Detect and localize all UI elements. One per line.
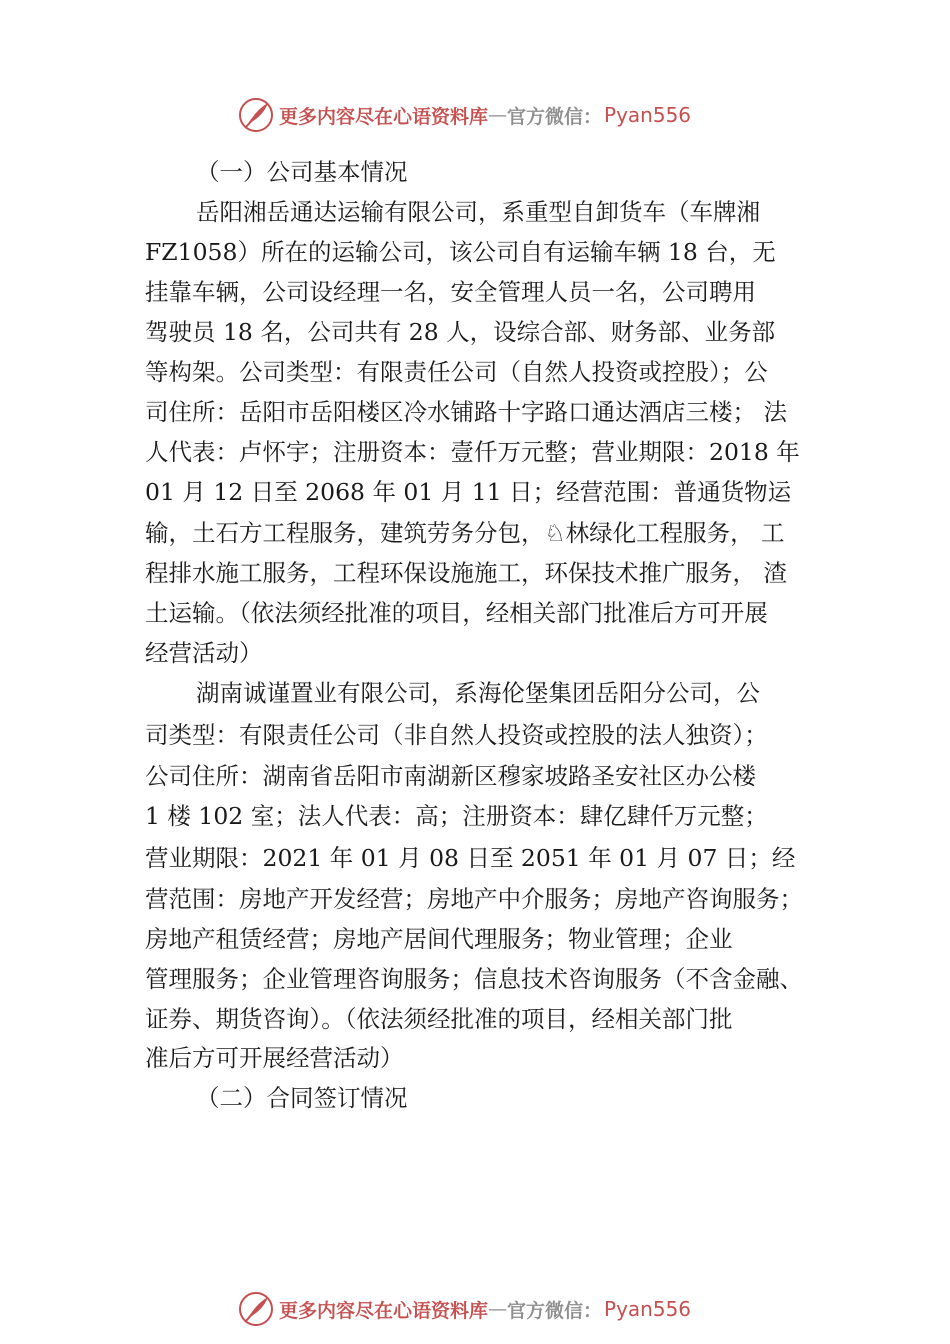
banner-separator: — [488, 1298, 508, 1320]
paragraph-line: 1 楼 102 室；法人代表：高；注册资本：肆亿肆仟万元整； [145, 802, 768, 830]
banner-wechat-label: 官方微信： [507, 1299, 603, 1322]
paragraph-line: 营业期限：2021 年 01 月 08 日至 2051 年 01 月 07 日；经 [145, 844, 796, 872]
paragraph-line: 程排水施工服务，工程环保设施施工，环保技术推广服务， 渣 [145, 559, 787, 587]
paragraph-line: 司类型：有限责任公司（非自然人投资或控股的法人独资）； [145, 721, 768, 749]
banner-wechat-id: Pyan556 [604, 103, 692, 127]
banner-main-text: 更多内容尽在心语资料库 [279, 105, 489, 128]
paragraph-line: FZ1058）所在的运输公司，该公司自有运输车辆 18 台，无 [145, 238, 776, 266]
paragraph-line: 证券、期货咨询）。（依法须经批准的项目，经相关部门批 [145, 1005, 733, 1033]
section-heading-1: （一）公司基本情况 [196, 158, 408, 186]
paragraph-line: 公司住所：湖南省岳阳市南湖新区穆家坡路圣安社区办公楼 [145, 762, 756, 790]
paragraph-line: 准后方可开展经营活动） [145, 1044, 404, 1072]
paragraph-line: 等构架。公司类型：有限责任公司（自然人投资或控股）；公 [145, 358, 768, 386]
paragraph-line: 湖南诚谨置业有限公司，系海伦堡集团岳阳分公司，公 [196, 679, 760, 707]
paragraph-line: 岳阳湘岳通达运输有限公司，系重型自卸货车（车牌湘 [196, 198, 760, 226]
banner-separator: — [488, 104, 508, 126]
paragraph-line: 挂靠车辆，公司设经理一名，安全管理人员一名，公司聘用 [145, 278, 756, 306]
paragraph-line: 营范围：房地产开发经营；房地产中介服务；房地产咨询服务； [145, 885, 803, 913]
paragraph-line: 房地产租赁经营；房地产居间代理服务；物业管理；企业 [145, 925, 733, 953]
paragraph-line: 驾驶员 18 名，公司共有 28 人，设综合部、财务部、业务部 [145, 318, 776, 346]
banner-wechat-label: 官方微信： [507, 105, 603, 128]
paragraph-line: 司住所：岳阳市岳阳楼区冷水铺路十字路口通达酒店三楼； 法 [145, 398, 787, 426]
banner-wechat-id: Pyan556 [604, 1297, 692, 1321]
feather-logo-icon [237, 96, 275, 134]
paragraph-line: 管理服务；企业管理咨询服务；信息技术咨询服务（不含金融、 [145, 965, 803, 993]
header-banner [237, 95, 691, 135]
banner-main-text: 更多内容尽在心语资料库 [279, 1299, 489, 1322]
paragraph-line: 输，土石方工程服务，建筑劳务分包，♘林绿化工程服务， 工 [145, 519, 785, 547]
paragraph-line: 人代表：卢怀宇；注册资本：壹仟万元整；营业期限：2018 年 [145, 438, 800, 466]
feather-logo-icon [237, 1290, 275, 1328]
paragraph-line: 土运输。（依法须经批准的项目，经相关部门批准后方可开展 [145, 599, 768, 627]
paragraph-line: 01 月 12 日至 2068 年 01 月 11 日；经营范围：普通货物运 [145, 478, 792, 506]
paragraph-line: 经营活动） [145, 639, 263, 667]
section-heading-2: （二）合同签订情况 [196, 1084, 408, 1112]
footer-banner [237, 1289, 691, 1329]
